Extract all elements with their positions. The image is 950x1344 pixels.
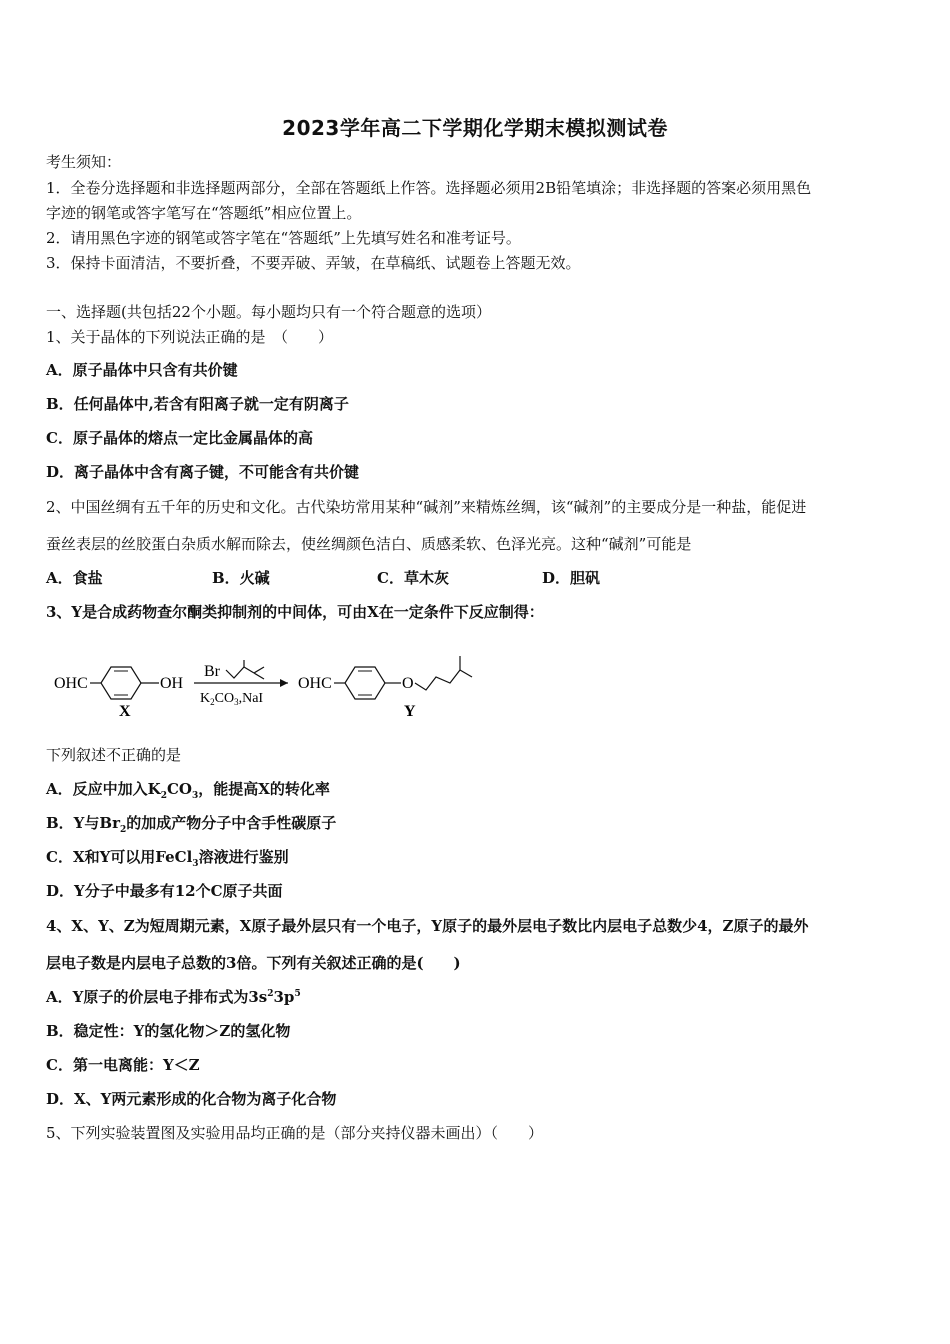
notice-heading: 考生须知： — [46, 153, 122, 171]
x-aldehyde-group: OHC — [54, 675, 88, 692]
label-x: X — [119, 703, 131, 720]
page-title: 2023学年高二下学期化学期末模拟测试卷 — [282, 116, 668, 140]
y-aldehyde-group: OHC — [298, 675, 332, 692]
q2-stem-a: 2、中国丝绸有五千年的历史和文化。古代染坊常用某种“碱剂”来精炼丝绸，该“碱剂”的主要成分是一种盐，能促进 — [46, 498, 807, 516]
q4-option-b: B．稳定性：Y的氢化物＞Z的氢化物 — [46, 1022, 291, 1040]
q2-option-b: B．火碱 — [212, 569, 270, 587]
q4-option-d: D．X、Y两元素形成的化合物为离子化合物 — [46, 1090, 337, 1108]
q3-option-d: D．Y分子中最多有12个C原子共面 — [46, 882, 283, 900]
q4-option-c: C．第一电离能：Y＜Z — [46, 1056, 200, 1074]
y-benzene-ring — [345, 667, 385, 699]
q3-option-c: C．X和Y可以用FeCl$_3$溶液进行鉴别 — [46, 848, 289, 869]
q4-stem-b: 层电子数是内层电子总数的3倍。下列有关叙述正确的是( ) — [46, 954, 461, 972]
q2-option-d: D．胆矾 — [542, 569, 601, 587]
reaction-scheme — [48, 650, 488, 725]
q3-option-a: A．反应中加入$K_2CO_3$，能提高X的转化率 — [46, 780, 330, 801]
y-ether-oxygen: O — [402, 675, 414, 692]
label-y: Y — [404, 703, 416, 720]
q2-option-c: C．草木灰 — [377, 569, 449, 587]
y-prenyl-chain — [415, 670, 460, 690]
notice-item-1a: 1．全卷分选择题和非选择题两部分，全部在答题纸上作答。选择题必须用2B铅笔填涂；非选择题的答案必须用黑色 — [46, 179, 812, 197]
reagent-methyl-2 — [254, 673, 264, 679]
q1-option-d: D．离子晶体中含有离子键，不可能含有共价键 — [46, 463, 360, 481]
section-heading: 一、选择题(共包括22个小题。每小题均只有一个符合题意的选项） — [46, 303, 491, 321]
q3-ask: 下列叙述不正确的是 — [46, 746, 182, 764]
q4-stem-a: 4、X、Y、Z为短周期元素，X原子最外层只有一个电子，Y原子的最外层电子数比内层电子总数少4，Z原子的最外 — [46, 917, 809, 935]
q1-option-a: A．原子晶体中只含有共价键 — [46, 361, 238, 379]
y-methyl-2 — [460, 670, 472, 677]
q3-option-b: B．Y与$Br_2$的加成产物分子中含手性碳原子 — [46, 814, 337, 835]
q1-option-c: C．原子晶体的熔点一定比金属晶体的高 — [46, 429, 313, 447]
x-benzene-ring — [101, 667, 141, 699]
x-hydroxyl-group: OH — [160, 675, 184, 692]
q1-option-b: B．任何晶体中,若含有阳离子就一定有阴离子 — [46, 395, 349, 413]
reagent-methyl-1 — [254, 667, 264, 673]
q2-option-a: A．食盐 — [46, 569, 103, 587]
q2-stem-b: 蚕丝表层的丝胶蛋白杂质水解而除去，使丝绸颜色洁白、质感柔软、色泽光亮。这种“碱剂”可能是 — [46, 535, 692, 553]
q5-stem: 5、下列实验装置图及实验用品均正确的是（部分夹持仪器未画出）（ ） — [46, 1124, 544, 1142]
reagent-bromide: Br — [204, 663, 220, 680]
reaction-arrow-head — [280, 679, 288, 687]
notice-item-2: 2．请用黑色字迹的钢笔或答字笔在“答题纸”上先填写姓名和准考证号。 — [46, 229, 521, 247]
q1-stem: 1、关于晶体的下列说法正确的是 （ ） — [46, 328, 334, 346]
reagent-prenyl-chain — [226, 667, 254, 678]
q3-stem: 3、Y是合成药物查尔酮类抑制剂的中间体，可由X在一定条件下反应制得： — [46, 603, 544, 621]
notice-item-3: 3．保持卡面清洁，不要折叠，不要弄破、弄皱，在草稿纸、试题卷上答题无效。 — [46, 254, 581, 272]
notice-item-1b: 字迹的钢笔或答字笔写在“答题纸”相应位置上。 — [46, 204, 362, 222]
q4-option-a: A．Y原子的价层电子排布式为$3s^23p^5$ — [46, 988, 301, 1006]
reagent-base: $K_2CO_3,NaI$ — [200, 691, 264, 707]
